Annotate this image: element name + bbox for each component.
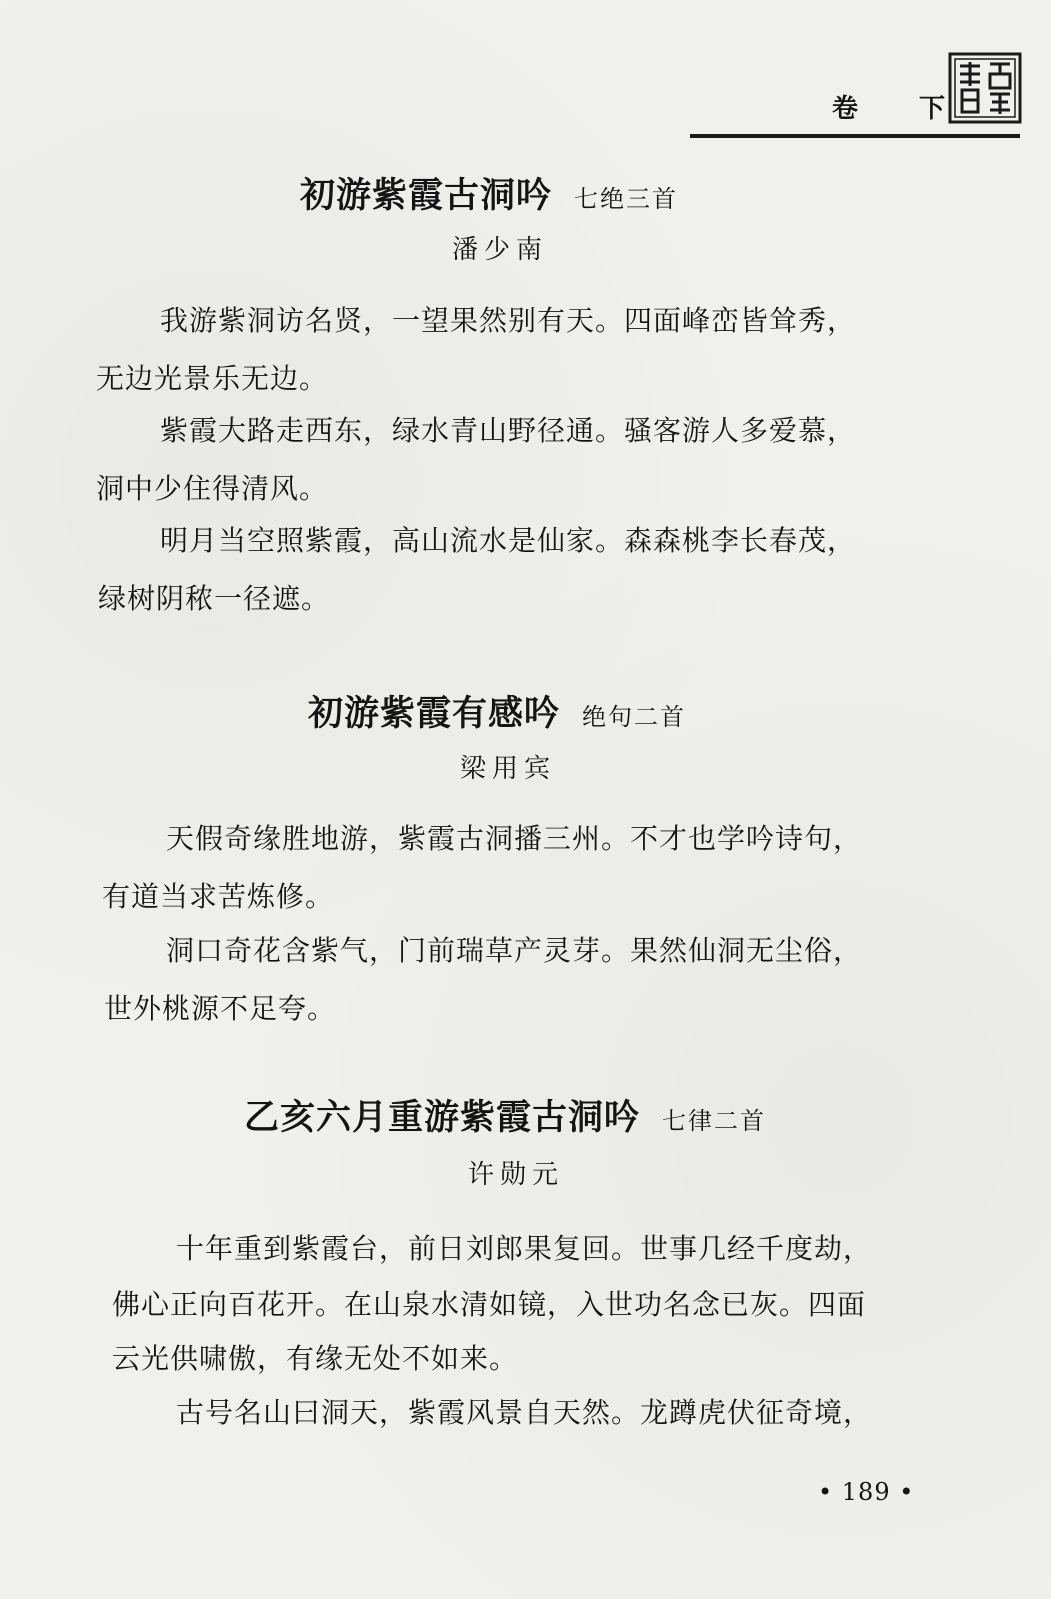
verse-line: 古号名山曰洞天，紫霞风景自天然。龙蹲虎伏征奇境， — [176, 1396, 873, 1429]
verse-line: 洞口奇花含紫气，门前瑞草产灵芽。果然仙洞无尘俗， — [166, 934, 863, 967]
verse-line: 世外桃源不足夸。 — [104, 992, 337, 1025]
running-header: 卷 下 — [832, 94, 972, 124]
poem-form: 七绝三首 — [574, 185, 679, 213]
poem-title: 初游紫霞有感吟 — [308, 693, 561, 734]
poem-title: 初游紫霞古洞吟 — [300, 175, 553, 216]
poem-author: 梁用宾 — [460, 754, 557, 784]
verse-line: 紫霞大路走西东，绿水青山野径通。骚客游人多爱慕， — [160, 414, 857, 447]
verse-line: 十年重到紫霞台，前日刘郎果复回。世事几经千度劫， — [176, 1232, 873, 1265]
page-number: • 189 • — [818, 1478, 915, 1506]
verse-line: 洞中少住得清风。 — [96, 472, 329, 505]
poem-heading — [308, 686, 686, 736]
verse-line: 有道当求苦炼修。 — [102, 880, 335, 913]
poem-form: 七律二首 — [662, 1107, 767, 1135]
verse-line: 天假奇缘胜地游，紫霞古洞播三州。不才也学吟诗句， — [166, 822, 863, 855]
verse-line: 我游紫洞访名贤，一望果然别有天。四面峰峦皆耸秀， — [160, 304, 857, 337]
poem-form: 绝句二首 — [582, 703, 687, 731]
verse-line: 佛心正向百花开。在山泉水清如镜，入世功名念已灰。四面 — [112, 1288, 867, 1321]
verse-line: 绿树阴秾一径遮。 — [98, 582, 331, 615]
header-rule — [690, 134, 1020, 138]
verse-line: 云光供啸傲，有缘无处不如来。 — [112, 1342, 519, 1375]
poem-title: 乙亥六月重游紫霞古洞吟 — [244, 1097, 641, 1138]
poem-heading — [244, 1090, 766, 1140]
verse-line: 无边光景乐无边。 — [96, 362, 329, 395]
seal-stamp-icon — [948, 52, 1022, 124]
poem-author: 许勋元 — [468, 1160, 565, 1190]
verse-line: 明月当空照紫霞，高山流水是仙家。森森桃李长春茂， — [160, 524, 857, 557]
poem-heading — [300, 168, 678, 218]
poem-author: 潘少南 — [452, 235, 549, 265]
